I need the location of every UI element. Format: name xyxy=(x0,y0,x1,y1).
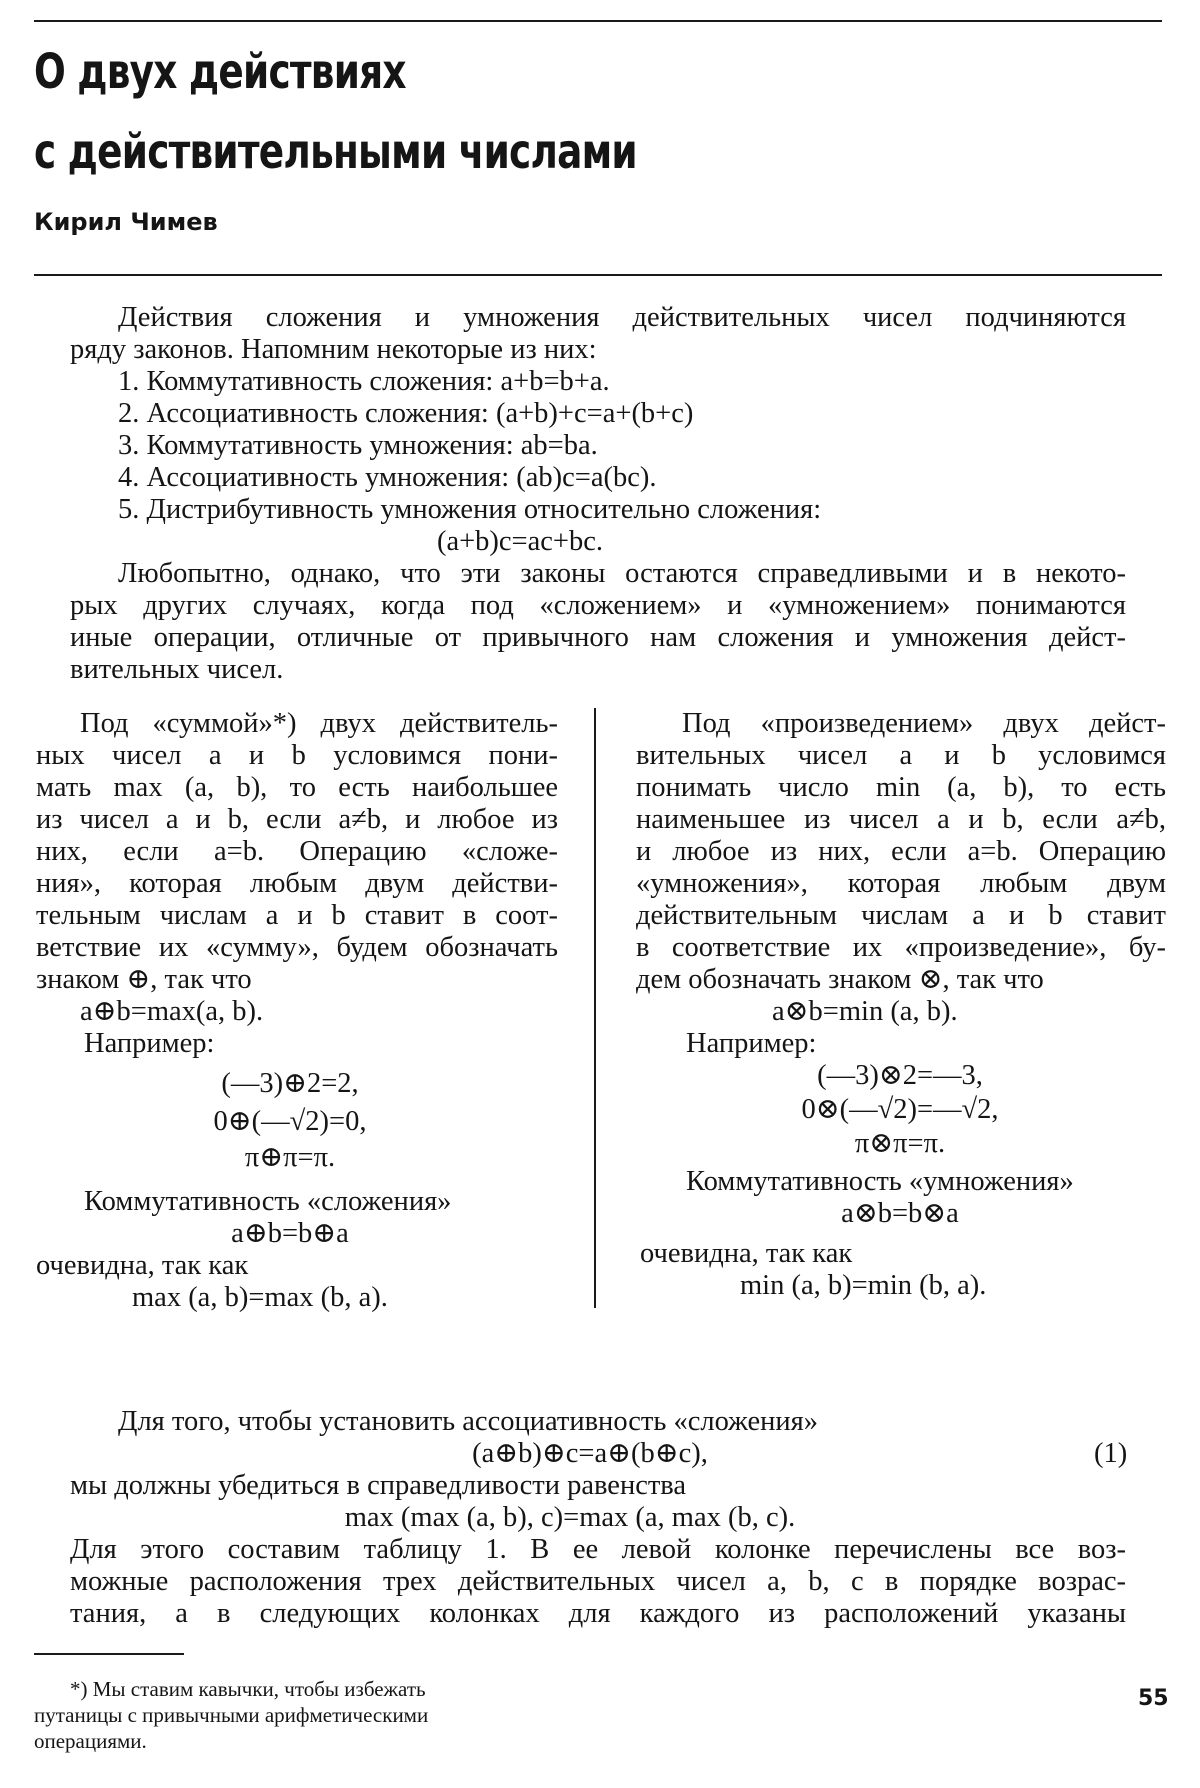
top-rule xyxy=(34,20,1162,22)
right-obvious-text: очевидна, так как xyxy=(640,1238,853,1269)
bottom-para-line: можные расположения трех действительных чисел a, b, c в порядке возрас- xyxy=(70,1566,1126,1597)
right-example: π⊗π=π. xyxy=(854,1128,946,1159)
right-column-line: и любое из них, если a=b. Операцию xyxy=(636,836,1166,867)
right-column-line: дем обозначать знаком ⊗, так что xyxy=(636,964,1044,995)
equation-number: (1) xyxy=(1094,1438,1128,1469)
left-column-line: ния», которая любым двум действи- xyxy=(36,868,558,899)
bottom-line: Для того, чтобы установить ассоциативность «сложения» xyxy=(118,1406,818,1437)
law-item: 3. Коммутативность умножения: ab=ba. xyxy=(118,430,598,461)
right-column-line: понимать число min (a, b), то есть xyxy=(636,772,1166,803)
footnote-line: *) Мы ставим кавычки, чтобы избежать xyxy=(70,1677,426,1701)
law-item: 2. Ассоциативность сложения: (a+b)+c=a+(b+c) xyxy=(118,398,694,429)
article-title-line-2: с действительными числами xyxy=(34,124,637,180)
law-item: 1. Коммутативность сложения: a+b=b+a. xyxy=(118,366,610,397)
left-obvious-text: очевидна, так как xyxy=(36,1250,249,1281)
footnote-line: операциями. xyxy=(34,1729,147,1753)
bottom-para-line: Для этого составим таблицу 1. В ее левой колонке перечислены все воз- xyxy=(70,1534,1126,1565)
max-formula: max (max (a, b), c)=max (a, max (b, c). xyxy=(344,1502,796,1533)
intro-para-line: вительных чисел. xyxy=(70,654,284,685)
left-column-line: тельным числам a и b ставит в соот- xyxy=(36,900,558,931)
right-column-line: вительных чисел a и b условимся xyxy=(636,740,1166,771)
left-sign-line: знаком ⊕, так что xyxy=(36,964,252,995)
intro-para-line: Любопытно, однако, что эти законы остаются справедливыми и в некото- xyxy=(118,558,1126,589)
left-column-line: ных чисел a и b условимся пони- xyxy=(36,740,558,771)
left-commutativity-formula: a⊕b=b⊕a xyxy=(231,1218,349,1249)
law-item: 4. Ассоциативность умножения: (ab)c=a(bc). xyxy=(118,462,657,493)
left-column-line: ветствие их «сумму», будем обозначать xyxy=(36,932,558,963)
left-commutativity-label: Коммутативность «сложения» xyxy=(84,1186,452,1217)
intro-para-line: иные операции, отличные от привычного нам сложения и умножения дейст- xyxy=(70,622,1126,653)
associativity-formula: (a⊕b)⊕c=a⊕(b⊕c), xyxy=(472,1438,708,1469)
left-definition-formula: a⊕b=max(a, b). xyxy=(80,996,264,1027)
bottom-para-line: тания, а в следующих колонках для каждого из расположений указаны xyxy=(70,1598,1126,1629)
right-example: 0⊗(—√2)=—√2, xyxy=(801,1094,999,1125)
article-title-line-1: О двух действиях xyxy=(34,44,406,100)
right-column-line: в соответствие их «произведение», бу- xyxy=(636,932,1166,963)
left-final-formula: max (a, b)=max (b, a). xyxy=(132,1282,388,1313)
column-divider xyxy=(594,708,596,1308)
left-example: (—3)⊕2=2, xyxy=(221,1068,359,1099)
intro-para-line: рых других случаях, когда под «сложением» и «умножением» понимаются xyxy=(70,590,1126,621)
footnote-rule xyxy=(34,1653,184,1655)
law-item: 5. Дистрибутивность умножения относительно сложения: xyxy=(118,494,822,525)
author-name: Кирил Чимев xyxy=(34,208,218,236)
right-commutativity-label: Коммутативность «умножения» xyxy=(686,1166,1074,1197)
left-example-label: Например: xyxy=(84,1028,215,1059)
left-column-line: них, если a=b. Операцию «сложе- xyxy=(36,836,558,867)
left-column-line: мать max (a, b), то есть наибольшее xyxy=(36,772,558,803)
footnote-line: путаницы с привычными арифметическими xyxy=(34,1703,429,1727)
right-column-line: наименьшее из чисел a и b, если a≠b, xyxy=(636,804,1166,835)
left-column-line: из чисел a и b, если a≠b, и любое из xyxy=(36,804,558,835)
left-example: π⊕π=π. xyxy=(244,1142,336,1173)
left-example: 0⊕(—√2)=0, xyxy=(213,1106,367,1137)
left-column-line: Под «суммой»*) двух действитель- xyxy=(80,708,558,739)
right-commutativity-formula: a⊗b=b⊗a xyxy=(841,1198,959,1229)
right-column-line: «умножения», которая любым двум xyxy=(636,868,1166,899)
right-column-line: действительным числам a и b ставит xyxy=(636,900,1166,931)
right-column-line: Под «произведением» двух дейст- xyxy=(682,708,1166,739)
right-example-label: Например: xyxy=(686,1028,817,1059)
distributive-formula: (a+b)c=ac+bc. xyxy=(436,526,604,557)
intro-line: Действия сложения и умножения действительных чисел подчиняются xyxy=(118,302,1126,333)
right-definition-formula: a⊗b=min (a, b). xyxy=(772,996,958,1027)
intro-line: ряду законов. Напомним некоторые из них: xyxy=(70,334,597,365)
right-example: (—3)⊗2=—3, xyxy=(817,1060,983,1091)
page-number: 55 xyxy=(1138,1686,1169,1711)
right-final-formula: min (a, b)=min (b, a). xyxy=(740,1270,987,1301)
header-bottom-rule xyxy=(34,274,1162,276)
bottom-line: мы должны убедиться в справедливости равенства xyxy=(70,1470,687,1501)
